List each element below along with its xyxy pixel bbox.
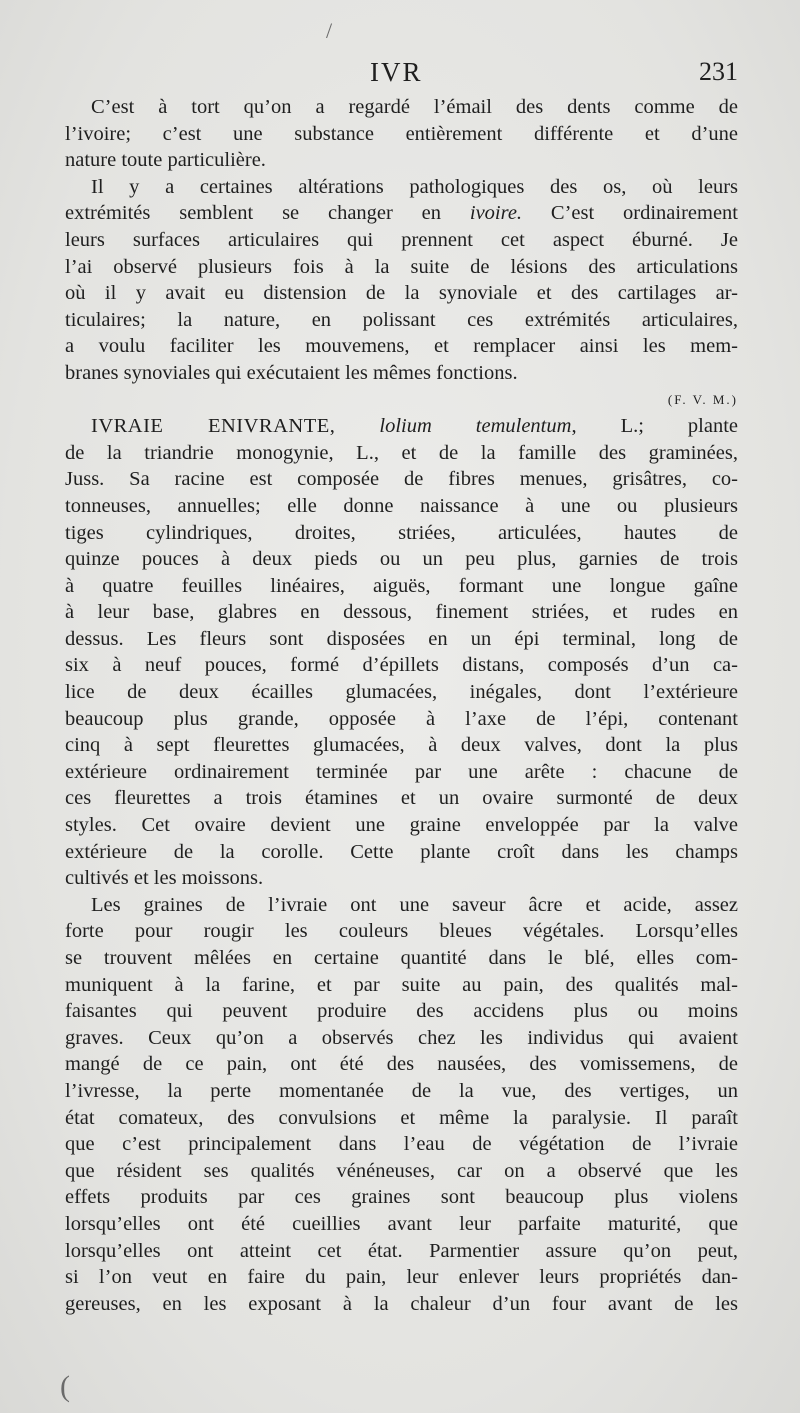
margin-ink-mark: / xyxy=(326,18,333,43)
text-line: état comateux, des convulsions et même la paralysie. Il paraît xyxy=(65,1106,738,1129)
body-text xyxy=(65,94,738,1317)
text-line: dessus. Les fleurs sont disposées en un épi terminal, long de xyxy=(65,627,738,650)
text-line: branes synoviales qui exécutaient les mêmes fonctions. xyxy=(65,361,518,384)
text-line: l’ai observé plusieurs fois à la suite de lésions des articulations xyxy=(65,255,738,278)
text-line: cultivés et les moissons. xyxy=(65,867,264,890)
text-line: nature toute particulière. xyxy=(65,149,266,172)
text-line: C’est à tort qu’on a regardé l’émail des dents comme de xyxy=(91,96,738,118)
text-line: ces fleurettes a trois étamines et un ovaire surmonté de deux xyxy=(65,787,738,810)
text-line: que c’est principalement dans l’eau de végétation de l’ivraie xyxy=(65,1133,738,1156)
text-line: muniquent à la farine, et par suite au pain, des qualités mal- xyxy=(65,973,738,996)
text-line: Les graines de l’ivraie ont une saveur âcre et acide, assez xyxy=(91,893,738,916)
text-line: quinze pouces à deux pieds ou un peu plus, garnies de trois xyxy=(65,548,738,571)
text-line: graves. Ceux qu’on a observés chez les individus qui avaient xyxy=(65,1026,738,1049)
text-line: ticulaires; la nature, en polissant ces extrémités articulaires, xyxy=(65,308,738,331)
latin-name: lolium temulentum xyxy=(379,415,572,438)
text-line: lice de deux écailles glumacées, inégales, dont l’extérieure xyxy=(65,681,738,704)
text-line: faisantes qui peuvent produire des accidens plus ou moins xyxy=(65,1000,738,1023)
text-segment: extrémités semblent se changer en xyxy=(65,202,470,225)
text-line: beaucoup plus grande, opposée à l’axe de l’épi, contenant xyxy=(65,707,738,730)
text-line: Il y a certaines altérations pathologiques des os, où leurs xyxy=(91,175,738,198)
text-line: gereuses, en les exposant à la chaleur d’un four avant de les xyxy=(65,1292,738,1315)
text-line: effets produits par ces graines sont beaucoup plus violens xyxy=(65,1186,738,1209)
text-line: si l’on veut en faire du pain, leur enlever leurs propriétés dan- xyxy=(65,1266,738,1289)
text-line: extérieure de la corolle. Cette plante croît dans les champs xyxy=(65,840,738,863)
page-number: 231 xyxy=(699,57,738,86)
text-line: cinq à sept fleurettes glumacées, à deux valves, dont la plus xyxy=(65,734,738,757)
text-line: à leur base, glabres en dessous, finement striées, et rudes en xyxy=(65,601,738,624)
text-line: mangé de ce pain, ont été des nausées, des vomissemens, de xyxy=(65,1053,738,1076)
author-signature: (F. V. M.) xyxy=(667,391,738,407)
text-segment: , L.; plante xyxy=(571,415,739,438)
text-line: tonneuses, annuelles; elle donne naissance à une ou plusieurs xyxy=(65,494,738,517)
text-line: six à neuf pouces, formé d’épillets distans, composés d’un ca- xyxy=(65,654,738,677)
text-segment: C’est ordinairement xyxy=(522,202,738,225)
page-header xyxy=(0,57,800,91)
text-line: leurs surfaces articulaires qui prennent cet aspect éburné. Je xyxy=(65,228,738,251)
text-line: à quatre feuilles linéaires, aiguës, formant une longue gaîne xyxy=(65,574,738,597)
text-line: extérieure ordinairement terminée par une arête : chacune de xyxy=(65,760,738,783)
text-line: de la triandrie monogynie, L., et de la famille des graminées, xyxy=(65,441,738,464)
running-head: IVR xyxy=(370,57,423,87)
text-line xyxy=(65,200,738,227)
text-line: se trouvent mêlées en certaine quantité dans le blé, elles com- xyxy=(65,947,738,969)
text-line: l’ivoire; c’est une substance entièrement différente et d’une xyxy=(65,122,738,145)
margin-ink-mark: ( xyxy=(60,1370,70,1403)
entry-first-line xyxy=(65,413,738,440)
text-line: styles. Cet ovaire devient une graine enveloppée par la valve xyxy=(65,814,738,837)
text-line: lorsqu’elles ont atteint cet état. Parmentier assure qu’on peut, xyxy=(65,1239,738,1262)
text-line: l’ivresse, la perte momentanée de la vue, des vertiges, un xyxy=(65,1079,738,1102)
text-line: que résident ses qualités vénéneuses, car on a observé que les xyxy=(65,1159,738,1182)
text-line: où il y avait eu distension de la synoviale et des cartilages ar- xyxy=(65,282,738,305)
text-line: a voulu faciliter les mouvemens, et remplacer ainsi les mem- xyxy=(65,335,738,358)
text-line: lorsqu’elles ont été cueillies avant leur parfaite maturité, que xyxy=(65,1212,738,1235)
entry-headword: IVRAIE ENIVRANTE, xyxy=(91,415,336,438)
text-line: forte pour rougir les couleurs bleues végétales. Lorsqu’elles xyxy=(65,920,738,943)
italic-term: ivoire. xyxy=(469,202,523,225)
text-line: Juss. Sa racine est composée de fibres menues, grisâtres, co- xyxy=(65,468,738,491)
text-line: tiges cylindriques, droites, striées, articulées, hautes de xyxy=(65,521,738,544)
